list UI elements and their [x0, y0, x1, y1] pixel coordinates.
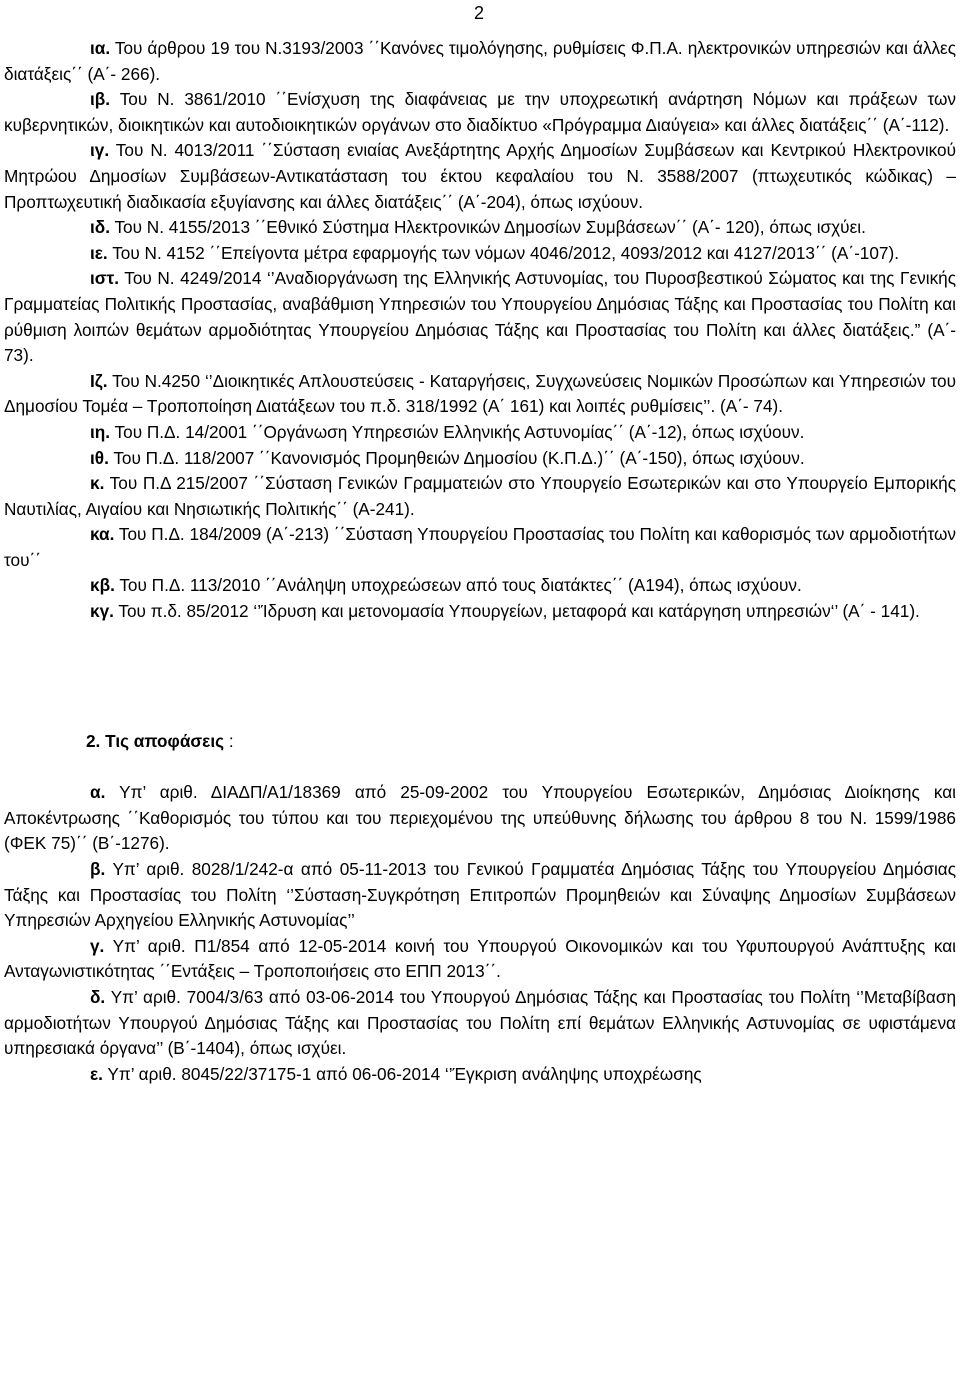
decision-item: [4, 934, 956, 985]
law-item-letter: ιβ.: [90, 89, 111, 110]
law-item: [4, 241, 956, 267]
law-item-letter: κγ.: [90, 601, 114, 622]
decision-item-text: Υπ’ αριθ. 7004/3/63 από 03-06-2014 του Υπουργού Δημόσιας Τάξης και Προστασίας του Πολίτη ‘’Μεταβίβαση αρμοδιοτήτων Υπουργού Δημόσιας Τάξης και Προστασίας του Πολίτη επί θεμάτων Ελληνικής Αστυνομίας σε υφιστάμενα υπηρεσιακά όργανα’’ (Β΄-1404), όπως ισχύει.: [4, 987, 957, 1059]
law-item: [4, 138, 956, 215]
law-item-text: Του Π.Δ. 113/2010 ΄΄Ανάληψη υποχρεώσεων από τους διατάκτες΄΄ (Α194), όπως ισχύουν.: [119, 575, 802, 596]
law-item-text: Του Ν. 4155/2013 ΄΄Εθνικό Σύστημα Ηλεκτρονικών Δημοσίων Συμβάσεων΄΄ (Α΄- 120), όπως ισχύει.: [114, 217, 866, 238]
law-item-text: Του Ν. 3861/2010 ΄΄Ενίσχυση της διαφάνειας με την υποχρεωτική ανάρτηση Νόμων και πράξεων των κυβερνητικών, διοικητικών και αυτοδιοικητικών οργάνων στο διαδίκτυο «Πρόγραμμα Διαύγεια» και άλλες διατάξεις΄΄ (Α΄-112).: [4, 89, 956, 135]
law-item-text: Του Π.Δ. 184/2009 (Α΄-213) ΄΄Σύσταση Υπουργείου Προστασίας του Πολίτη και καθορισμός των αρμοδιοτήτων του΄΄: [4, 524, 956, 570]
law-item: [4, 446, 956, 472]
law-item: [4, 599, 956, 625]
decision-item: [4, 780, 956, 857]
decision-item: [4, 1062, 956, 1088]
law-item-letter: ιε.: [90, 242, 108, 263]
law-item-text: Του Ν. 4152 ΄΄Επείγοντα μέτρα εφαρμογής των νόμων 4046/2012, 4093/2012 και 4127/2013΄΄ (Α΄-107).: [112, 242, 899, 263]
law-item-letter: Ιζ.: [90, 370, 108, 391]
decisions-heading-label: Τις αποφάσεις: [105, 730, 225, 751]
decisions-heading-suffix: :: [224, 730, 234, 751]
law-item: [4, 266, 956, 368]
decision-item: [4, 857, 956, 934]
decision-item-text: Υπ’ αριθ. ΔΙΑΔΠ/Α1/18369 από 25-09-2002 του Υπουργείου Εσωτερικών, Δημόσιας Διοίκησης και Αποκέντρωσης ΄΄Καθορισμός του τύπου και του περιεχομένου της υπεύθυνης δήλωσης του άρθρου 8 του Ν. 1599/1986 (ΦΕΚ 75)΄΄ (Β΄-1276).: [4, 782, 956, 854]
laws-list: [4, 36, 956, 625]
law-item: [4, 87, 956, 138]
decision-item-letter: β.: [90, 859, 106, 880]
law-item: [4, 369, 956, 420]
law-item-text: Του Π.Δ. 14/2001 ΄΄Οργάνωση Υπηρεσιών Ελληνικής Αστυνομίας΄΄ (Α΄-12), όπως ισχύουν.: [114, 421, 805, 442]
law-item-letter: κβ.: [90, 575, 115, 596]
decision-item: [4, 985, 956, 1062]
law-item: [4, 215, 956, 241]
law-item: [4, 522, 956, 573]
decisions-heading: [4, 729, 956, 755]
page-number: 2: [474, 3, 485, 23]
law-item-text: Του Π.Δ. 118/2007 ΄΄Κανονισμός Προμηθειών Δημοσίου (Κ.Π.Δ.)΄΄ (Α΄-150), όπως ισχύουν.: [113, 447, 805, 468]
spacer: [4, 754, 956, 780]
law-item-letter: ια.: [90, 38, 111, 58]
law-item-text: Του Ν. 4249/2014 ‘’Αναδιοργάνωση της Ελληνικής Αστυνομίας, του Πυροσβεστικού Σώματος και της Γενικής Γραμματείας Πολιτικής Προστασίας, αναβάθμιση Υπηρεσιών του Υπουργείου Δημόσιας Τάξης και Προστασίας του Πολίτη και ρύθμιση λοιπών θεμάτων αρμοδιότητας Υπουργείου Δημόσιας Τάξης και Προστασίας του Πολίτη και άλλες διατάξεις.” (Α΄- 73).: [4, 268, 957, 366]
decision-item-text: Υπ’ αριθ. 8028/1/242-α από 05-11-2013 του Γενικού Γραμματέα Δημόσιας Τάξης του Υπουργείου Δημόσιας Τάξης και Προστασίας του Πολίτη ‘’Σύσταση-Συγκρότηση Επιτροπών Προμηθειών και Σύναψης Δημοσίων Συμβάσεων Υπηρεσιών Αρχηγείου Ελληνικής Αστυνομίας’’: [4, 859, 956, 931]
decision-item-letter: γ.: [90, 935, 105, 956]
law-item: [4, 36, 956, 87]
document-body: [4, 36, 956, 1087]
decisions-heading-number: 2.: [86, 730, 101, 751]
law-item-text: Του άρθρου 19 του Ν.3193/2003 ΄΄Κανόνες τιμολόγησης, ρυθμίσεις Φ.Π.Α. ηλεκτρονικών υπηρεσιών και άλλες διατάξεις΄΄ (Α΄- 266).: [4, 38, 956, 84]
decision-item-letter: δ.: [90, 987, 106, 1007]
decision-item-letter: α.: [90, 782, 106, 803]
decisions-list: [4, 780, 956, 1087]
law-item-text: Του Ν.4250 ‘’Διοικητικές Απλουστεύσεις - Καταργήσεις, Συγχωνεύσεις Νομικών Προσώπων και Υπηρεσιών του Δημοσίου Τομέα – Τροποποίηση Διατάξεων του π.δ. 318/1992 (Α΄ 161) και λοιπές ρυθμίσεις’’. (Α΄- 74).: [4, 370, 956, 417]
law-item-letter: ιθ.: [90, 447, 109, 468]
law-item: [4, 420, 956, 446]
law-item-letter: κ.: [90, 473, 105, 494]
law-item-text: Του Π.Δ 215/2007 ΄΄Σύσταση Γενικών Γραμματειών στο Υπουργείο Εσωτερικών και στο Υπουργείο Εμπορικής Ναυτιλίας, Αιγαίου και Νησιωτικής Πολιτικής΄΄ (Α-241).: [4, 473, 957, 519]
decision-item-letter: ε.: [90, 1063, 103, 1084]
decision-item-text: Υπ’ αριθ. Π1/854 από 12-05-2014 κοινή του Υπουργού Οικονομικών και του Υφυπουργού Ανάπτυξης και Ανταγωνιστικότητας ΄΄Εντάξεις – Τροποποιήσεις στο ΕΠΠ 2013΄΄.: [4, 935, 956, 982]
decision-item-text: Υπ’ αριθ. 8045/22/37175-1 από 06-06-2014 ‘’Έγκριση ανάληψης υποχρέωσης: [107, 1063, 702, 1084]
law-item-letter: ιδ.: [90, 217, 110, 238]
law-item-text: Του Ν. 4013/2011 ΄΄Σύσταση ενιαίας Ανεξάρτητης Αρχής Δημοσίων Συμβάσεων και Κεντρικού Ηλεκτρονικού Μητρώου Δημοσίων Συμβάσεων-Αντικατάσταση του έκτου κεφαλαίου του Ν. 3588/2007 (πτωχευτικός κώδικας) – Προπτωχευτική διαδικασία εξυγίανσης και άλλες διατάξεις΄΄ (Α΄-204), όπως ισχύουν.: [4, 140, 956, 212]
law-item-letter: ιστ.: [90, 268, 119, 289]
spacer: [4, 625, 956, 729]
law-item-letter: ιγ.: [90, 140, 110, 161]
law-item-letter: κα.: [90, 524, 115, 545]
law-item-letter: ιη.: [90, 421, 111, 442]
law-item: [4, 471, 956, 522]
law-item: [4, 573, 956, 599]
law-item-text: Του π.δ. 85/2012 ‘’Ίδρυση και μετονομασία Υπουργείων, μεταφορά και κατάργηση υπηρεσιών‘’ (Α΄ - 141).: [118, 601, 920, 622]
